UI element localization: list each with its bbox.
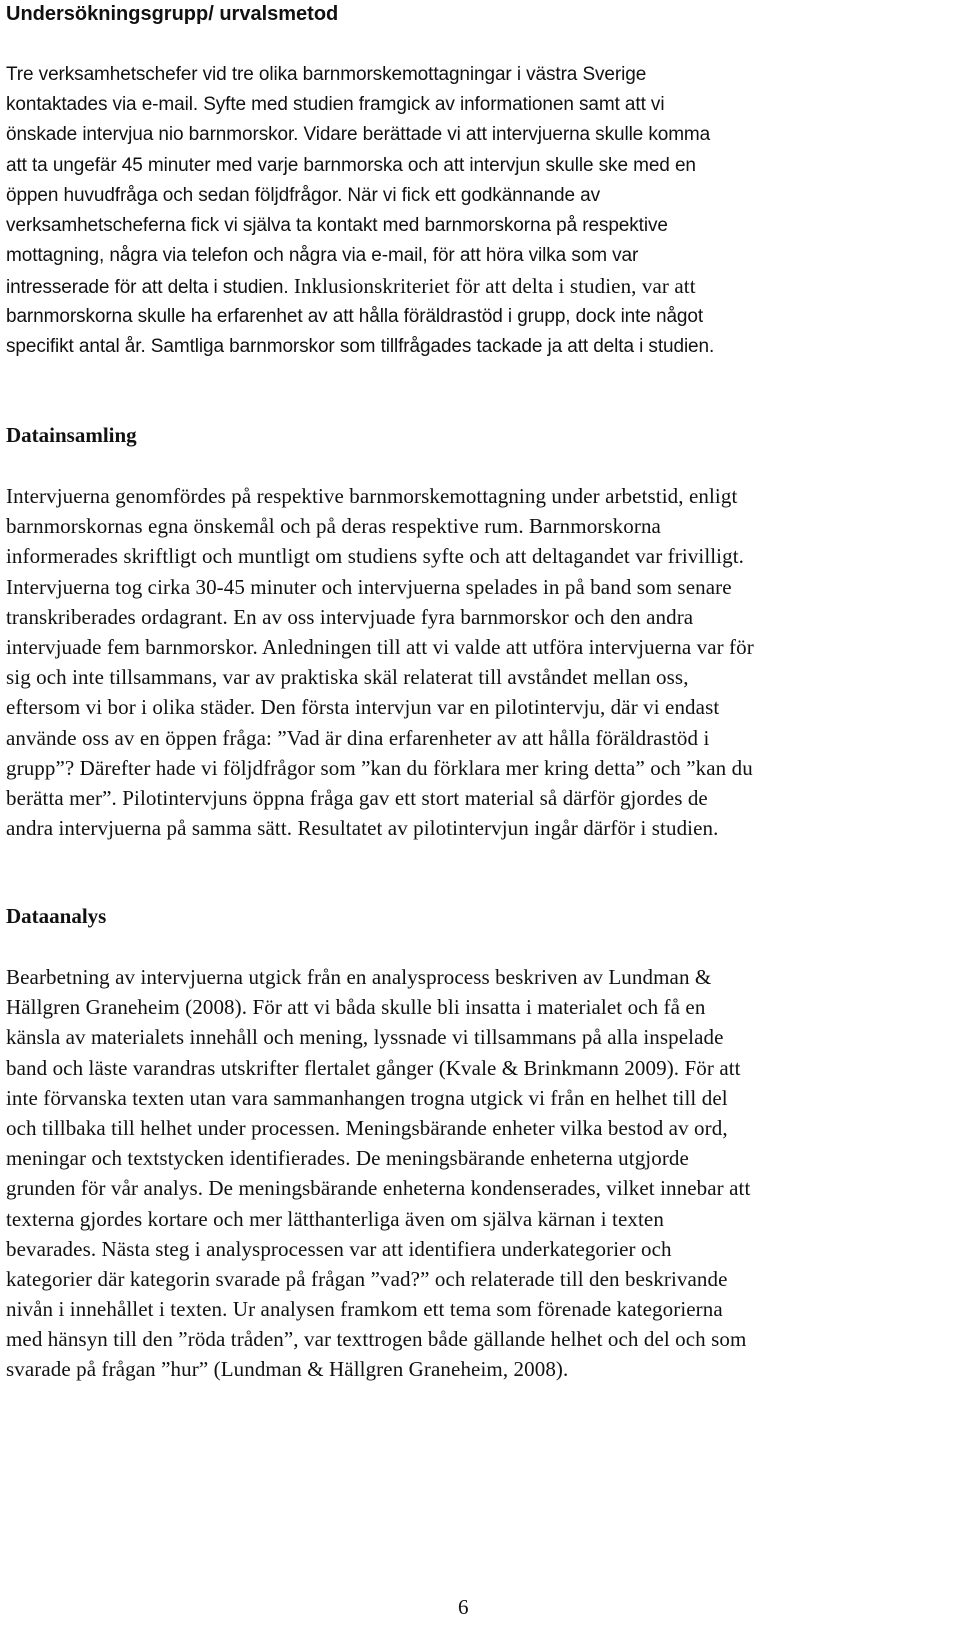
text-line: svarade på frågan ”hur” (Lundman & Hällgren Graneheim, 2008).: [6, 1357, 569, 1382]
page-number: 6: [458, 1595, 469, 1619]
text-line: mottagning, några via telefon och några via e-mail, för att höra vilka som var: [6, 245, 639, 267]
text-line: Hällgren Graneheim (2008). För att vi båda skulle bli insatta i materialet och få en: [6, 995, 706, 1020]
text-line: Bearbetning av intervjuerna utgick från en analysprocess beskriven av Lundman &: [6, 965, 712, 989]
text-segment: Inklusionskriteriet för att delta i studien, var att: [288, 274, 696, 299]
text-line: eftersom vi bor i olika städer. Den första intervjun var en pilotintervju, där vi endast: [6, 695, 720, 720]
text-line: och tillbaka till helhet under processen. Meningsbärande enheter vilka bestod av ord,: [6, 1115, 728, 1140]
text-line: känsla av materialets innehåll och mening, lyssnade vi tillsammans på alla inspelade: [6, 1025, 724, 1050]
text-line: sig och inte tillsammans, var av praktiska skäl relaterat till avståndet mellan oss,: [6, 665, 689, 690]
text-line: band och läste varandras utskrifter flertalet gånger (Kvale & Brinkmann 2009). För att: [6, 1055, 741, 1080]
text-line: barnmorskorna skulle ha erfarenhet av att hålla föräldrastöd i grupp, dock inte något: [6, 305, 704, 327]
text-line: kontaktades via e-mail. Syfte med studien framgick av informationen samt att vi: [6, 94, 665, 116]
paragraph-datainsamling: [6, 481, 936, 843]
text-line: grunden för vår analys. De meningsbärande enheterna kondenserades, vilket innebar att: [6, 1176, 751, 1201]
text-segment: När vi fick ett godkännande av: [342, 184, 601, 206]
text-line: använde oss av en öppen fråga: ”Vad är dina erfarenheter av att hålla föräldrastöd i: [6, 725, 710, 750]
text-line: [6, 271, 936, 301]
paragraph-urval: [6, 60, 936, 362]
text-line: önskade intervjua nio barnmorskor. Vidare berättade vi att intervjuerna skulle komma: [6, 124, 711, 146]
section-heading-urval: Undersökningsgrupp/ urvalsmetod: [6, 3, 339, 25]
text-line: specifikt antal år. Samtliga barnmorskor som tillfrågades tackade ja att delta i studien.: [6, 335, 715, 357]
text-line: med hänsyn till den ”röda tråden”, var texttrogen både gällande helhet och del och som: [6, 1327, 747, 1352]
text-line: [6, 181, 936, 211]
text-line: kategorier där kategorin svarade på frågan ”vad?” och relaterade till den beskrivande: [6, 1266, 728, 1291]
text-line: transkriberades ordagrant. En av oss intervjuade fyra barnmorskor och den andra: [6, 604, 694, 629]
section-heading-dataanalys: Dataanalys: [6, 904, 107, 928]
text-line: grupp”? Därefter hade vi följdfrågor som ”kan du förklara mer kring detta” och ”kan du: [6, 755, 753, 780]
text-line: bevarades. Nästa steg i analysprocessen var att identifiera underkategorier och: [6, 1236, 672, 1261]
text-line: Tre verksamhetschefer vid tre olika barnmorskemottagningar i västra Sverige: [6, 64, 647, 85]
text-line: inte förvanska texten utan vara sammanhangen trogna utgick vi från en helhet till del: [6, 1085, 728, 1110]
text-line: meningar och textstycken identifierades. De meningsbärande enheterna utgjorde: [6, 1146, 689, 1171]
text-line: texterna gjordes kortare och mer lätthanterliga även om själva kärnan i texten: [6, 1206, 664, 1231]
paragraph-dataanalys: [6, 962, 936, 1385]
text-line: informerades skriftligt och muntligt om studiens syfte och att deltagandet var frivilligt.: [6, 544, 745, 569]
text-line: verksamhetscheferna fick vi själva ta kontakt med barnmorskorna på respektive: [6, 214, 668, 236]
text-line: barnmorskornas egna önskemål och på deras respektive rum. Barnmorskorna: [6, 514, 661, 539]
text-line: Intervjuerna tog cirka 30-45 minuter och intervjuerna spelades in på band som senare: [6, 574, 732, 599]
text-segment: intresserade för att delta i studien.: [6, 277, 289, 299]
text-line: andra intervjuerna på samma sätt. Resultatet av pilotintervjun ingår därför i studien.: [6, 816, 719, 841]
text-segment: öppen huvudfråga och sedan följdfrågor.: [6, 184, 343, 206]
text-line: nivån i innehållet i texten. Ur analysen framkom ett tema som förenade kategorierna: [6, 1297, 723, 1322]
text-line: Intervjuerna genomfördes på respektive barnmorskemottagning under arbetstid, enligt: [6, 484, 738, 508]
section-heading-datainsamling: Datainsamling: [6, 423, 137, 447]
text-line: att ta ungefär 45 minuter med varje barnmorska och att intervjun skulle ske med en: [6, 154, 696, 176]
text-line: berätta mer”. Pilotintervjuns öppna fråga gav ett stort material så därför gjordes de: [6, 785, 708, 810]
text-line: intervjuade fem barnmorskor. Anledningen till att vi valde att utföra intervjuerna var för: [6, 634, 754, 659]
